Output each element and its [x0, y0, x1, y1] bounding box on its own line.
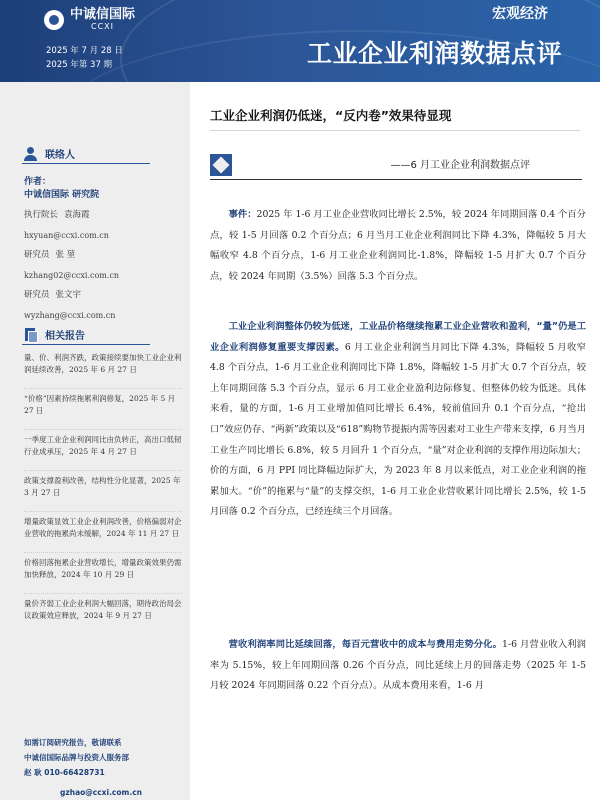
logo-sub: CCXI: [91, 22, 115, 31]
contact-row: [24, 289, 184, 302]
subscribe-line: 如需订阅研究报告，敬请联系: [24, 738, 122, 747]
contact-role: 研究员: [24, 250, 50, 260]
report-title: 工业企业利润数据点评: [306, 39, 562, 68]
contact-name: 张文宇: [55, 290, 82, 300]
contact-name: 张 堃: [55, 250, 76, 260]
article-subtitle: ——6 月工业企业利润数据点评: [390, 160, 530, 171]
subscribe-email[interactable]: gzhao@ccxi.com.cn: [60, 788, 142, 797]
report-date: 2025 年 7 月 28 日: [46, 46, 123, 56]
author-label: 作者：: [24, 177, 52, 187]
logo-icon: [44, 10, 64, 30]
contact-email[interactable]: hxyuan@ccxi.com.cn: [24, 231, 109, 240]
related-report-item[interactable]: 增量政策显效工业企业利润改善，价格偏弱对企业营收的拖累尚未缓解，2024 年 11 月 27 日: [24, 511, 182, 540]
related-reports-list: [24, 352, 182, 634]
report-issue: 2025 年第 37 期: [46, 60, 113, 70]
company-logo: [44, 8, 135, 31]
paragraph-profit: [210, 317, 586, 523]
contact-email[interactable]: kzhang02@ccxi.com.cn: [24, 271, 120, 280]
related-report-item[interactable]: 政策支撑盈利改善，结构性分化显著，2025 年 3 月 27 日: [24, 470, 182, 499]
report-category: 宏观经济: [492, 6, 548, 22]
author-org: 中诚信国际 研究院: [24, 190, 100, 200]
person-icon: [22, 147, 40, 161]
related-report-item[interactable]: “价格”因素持续拖累利润修复，2025 年 5 月 27 日: [24, 388, 182, 417]
contact-name: 袁海霞: [64, 210, 90, 220]
document-icon: [22, 328, 40, 342]
contact-role: 研究员: [24, 290, 50, 300]
diamond-icon: [210, 154, 232, 176]
article-title: 工业企业利润仍低迷，“反内卷”效果待显现: [210, 108, 452, 123]
contact-row: [24, 249, 184, 262]
contacts-heading-label: 联络人: [45, 150, 75, 161]
subscribe-line: 赵 耿 010-66428731: [24, 768, 105, 777]
contact-email[interactable]: wyzhang@ccxi.com.cn: [24, 311, 116, 320]
subtitle-block: [210, 150, 582, 180]
paragraph-lead: 事件：: [228, 209, 257, 220]
paragraph-body: 1-6 月营业收入利润率为 5.15%，较上年同期回落 0.26 个百分点，同比延续上月的回落走势（2025 年 1-5 月较 2024 年同期回落 0.22 个百分点）。从成本费用来看，1-6 月: [210, 639, 586, 692]
paragraph-body: 2025 年 1-6 月工业企业营收同比增长 2.5%，较 2024 年同期回落 0.4 个百分点，较 1-5 月回落 0.2 个百分点；6 月当月工业企业利润同比下降 4.3%，降幅较 5 月大幅收窄 4.8 个百分点，1-6 月工业企业利润同比-1.8%，降幅较 1-5 月扩大 0.7 个百分点，较 2024 年同期（3.5%）回落 5.3 个百分点。: [210, 209, 586, 282]
subscribe-info: [24, 735, 184, 780]
contacts-heading: [22, 146, 150, 164]
paragraph-lead: 工业企业利润整体仍较为低迷，工业品价格继续拖累工业企业营收和盈利，“量”仍是工业企业利润修复重要支撑因素。: [210, 321, 586, 353]
related-heading-label: 相关报告: [45, 331, 85, 342]
contacts-list: [24, 176, 184, 322]
logo-name: 中诚信国际: [70, 7, 136, 22]
subscribe-line: 中诚信国际品牌与投资人服务部: [24, 753, 129, 762]
related-report-item[interactable]: 量价齐弱工业企业利润大幅回落，期待政治局会议政策效应释放，2024 年 9 月 27 日: [24, 593, 182, 622]
paragraph-body: 6 月工业企业利润当月同比下降 4.3%，降幅较 5 月收窄 4.8 个百分点，1-6 月工业企业利润同比下降 1.8%，降幅较 1-5 月扩大 0.7 个百分点，较上年同期回落 5.3 个百分点，显示 6 月工业企业盈利边际修复、但整体仍较为低迷。具体来看，量的方面，1-6 月工业增加值同比增长 6.4%，较前值回升 0.1 个百分点，“抢出口”效应仍存、“两新”政策以及“618”购物节提振内需等因素对工业生产带来支撑，6 月当月工业生产同比增长 6.8%，较 5 月回升 1 个百分点，“量”对企业利润的支撑作用边际加大；价的方面，6 月 PPI 同比降幅边际扩大，为 2023 年 8 月以来低点，对工业企业利润的拖累加大。“价”的拖累与“量”的支撑交织，1-6 月工业企业营收累计同比增长 2.5%，较 1-5 月回落 0.2 个百分点，已经连续三个月回落。: [210, 341, 586, 518]
related-report-item[interactable]: 量、价、利润齐跌，政策接续要加快工业企业利润延续改善，2025 年 6 月 27 日: [24, 353, 182, 374]
related-report-item[interactable]: 价格回落拖累企业营收增长，增量政策效果仍需加快释放，2024 年 10 月 29 日: [24, 552, 182, 581]
paragraph-lead: 营收利润率同比延续回落，每百元营收中的成本与费用走势分化。: [228, 639, 503, 650]
contact-row: [24, 209, 184, 222]
paragraph-event: [210, 205, 586, 287]
related-report-item[interactable]: 一季度工业企业利润同比由负转正，高出口低韧行业成承压，2025 年 4 月 27 日: [24, 429, 182, 458]
contact-role: 执行院长: [24, 210, 59, 220]
paragraph-margin: [210, 635, 586, 697]
related-heading: [22, 327, 150, 345]
divider: [210, 130, 580, 131]
header-banner: [0, 0, 600, 82]
